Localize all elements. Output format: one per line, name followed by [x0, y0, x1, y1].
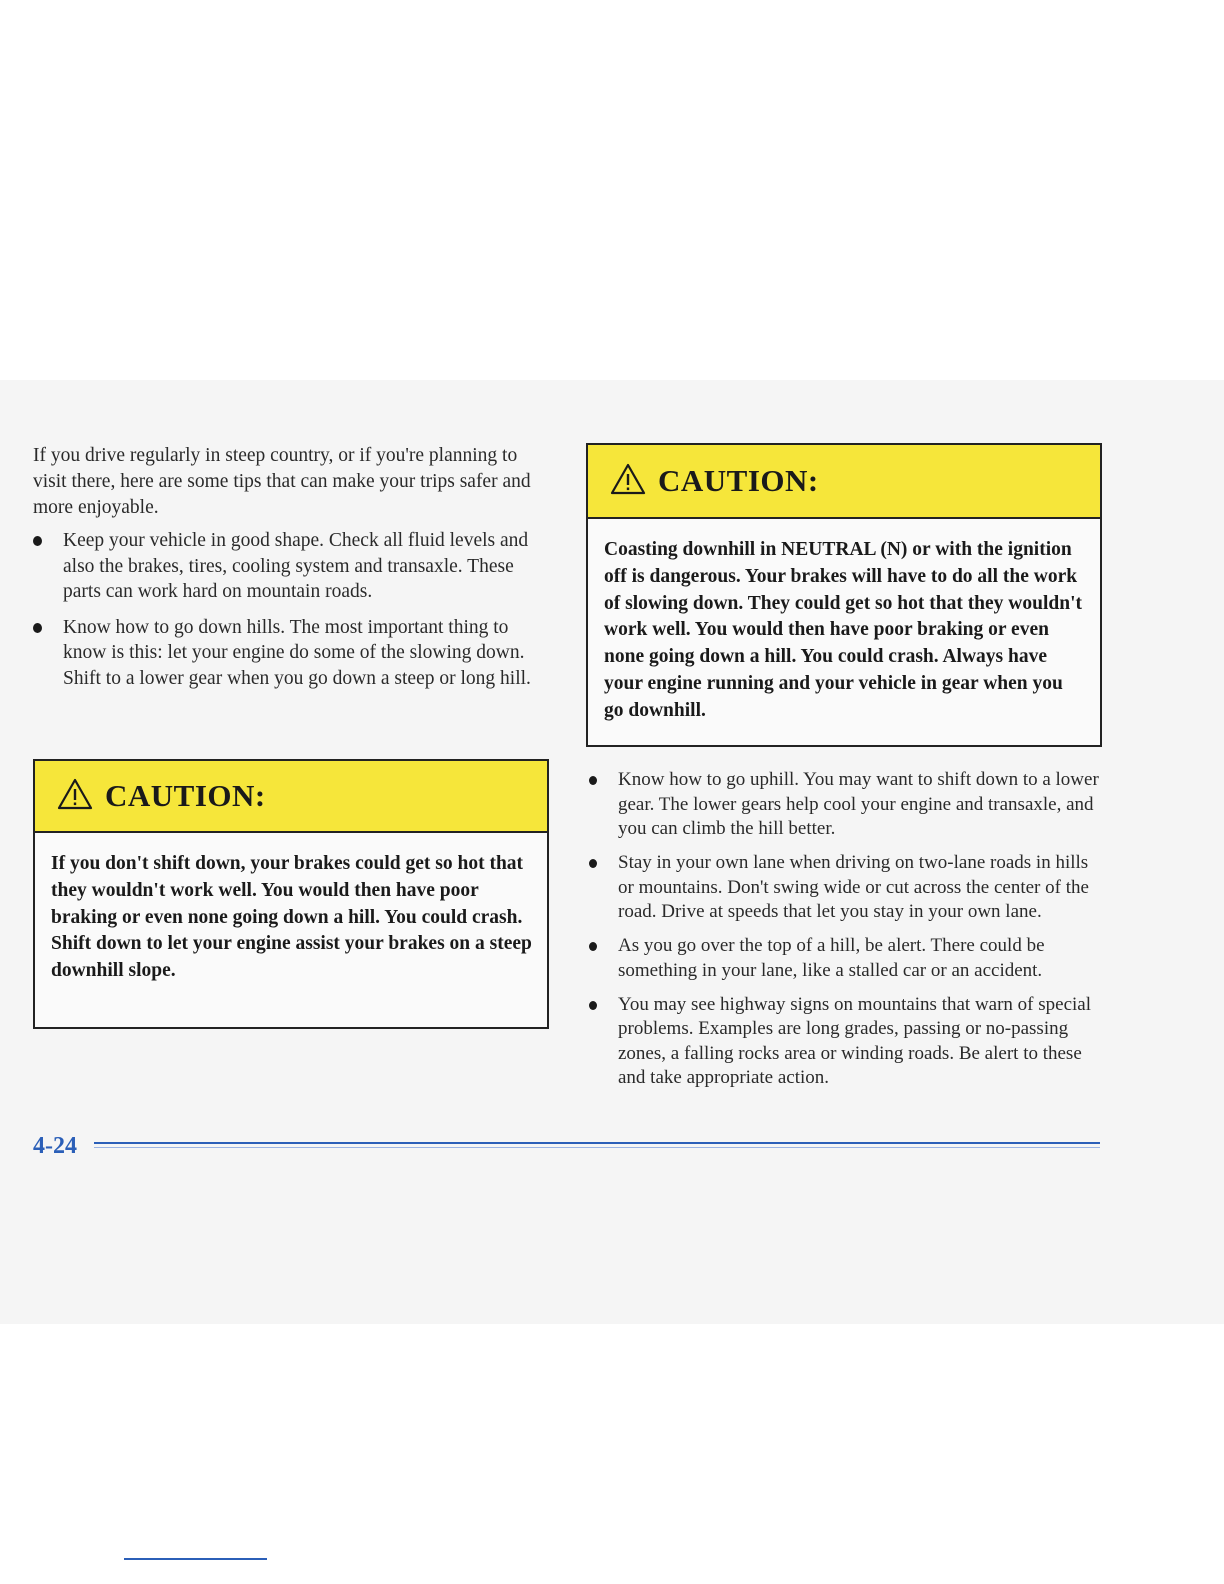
footer-rule-line	[94, 1142, 1100, 1144]
caution-title: CAUTION:	[105, 778, 266, 813]
intro-paragraph: If you drive regularly in steep country, or if you're planning to visit there, here are some tips that can make your trips safer and more enjoyable.	[33, 445, 531, 518]
bottom-link-underline[interactable]	[124, 1558, 267, 1560]
list-item: Keep your vehicle in good shape. Check all fluid levels and also the brakes, tires, cooling system and transaxle. These parts can work hard on mountain roads.	[33, 528, 533, 605]
list-item: You may see highway signs on mountains that warn of special problems. Examples are long grades, passing or no-passing zones, a falling rocks area or winding roads. Be alert to these and take appropriate action.	[588, 993, 1103, 1091]
list-item: Know how to go down hills. The most important thing to know is this: let your engine do some of the slowing down. Shift to a lower gear when you go down a steep or long hill.	[33, 615, 533, 692]
footer-rule-line	[94, 1147, 1100, 1148]
caution-text: If you don't shift down, your brakes could get so hot that they wouldn't work well. You would then have poor braking or even none going down a hill. You could crash. Shift down to let your engine assist your brakes on a steep downhill slope.	[51, 853, 532, 982]
left-bullet-list	[33, 528, 533, 701]
page-number: 4-24	[33, 1133, 77, 1159]
right-bullet-list	[588, 768, 1103, 1100]
list-item: As you go over the top of a hill, be alert. There could be something in your lane, like a stalled car or an accident.	[588, 934, 1103, 983]
caution-header	[588, 445, 1100, 519]
caution-title: CAUTION:	[658, 463, 819, 498]
warning-triangle-icon	[57, 778, 93, 815]
list-item: Stay in your own lane when driving on two-lane roads in hills or mountains. Don't swing wide or cut across the center of the road. Drive at speeds that let you stay in your own lane.	[588, 851, 1103, 925]
caution-text: Coasting downhill in NEUTRAL (N) or with the ignition off is dangerous. Your brakes will have to do all the work of slowing down. They could get so hot that they wouldn't work well. You would then have poor braking or even none going down a hill. You could crash. Always have your engine running and your vehicle in gear when you go downhill.	[604, 539, 1083, 721]
warning-triangle-icon	[610, 463, 646, 500]
caution-box-left	[33, 759, 549, 1029]
caution-header	[35, 761, 547, 833]
caution-box-right	[586, 443, 1102, 747]
footer-rule	[94, 1142, 1100, 1150]
list-item: Know how to go uphill. You may want to shift down to a lower gear. The lower gears help cool your engine and transaxle, and you can climb the hill better.	[588, 768, 1103, 842]
